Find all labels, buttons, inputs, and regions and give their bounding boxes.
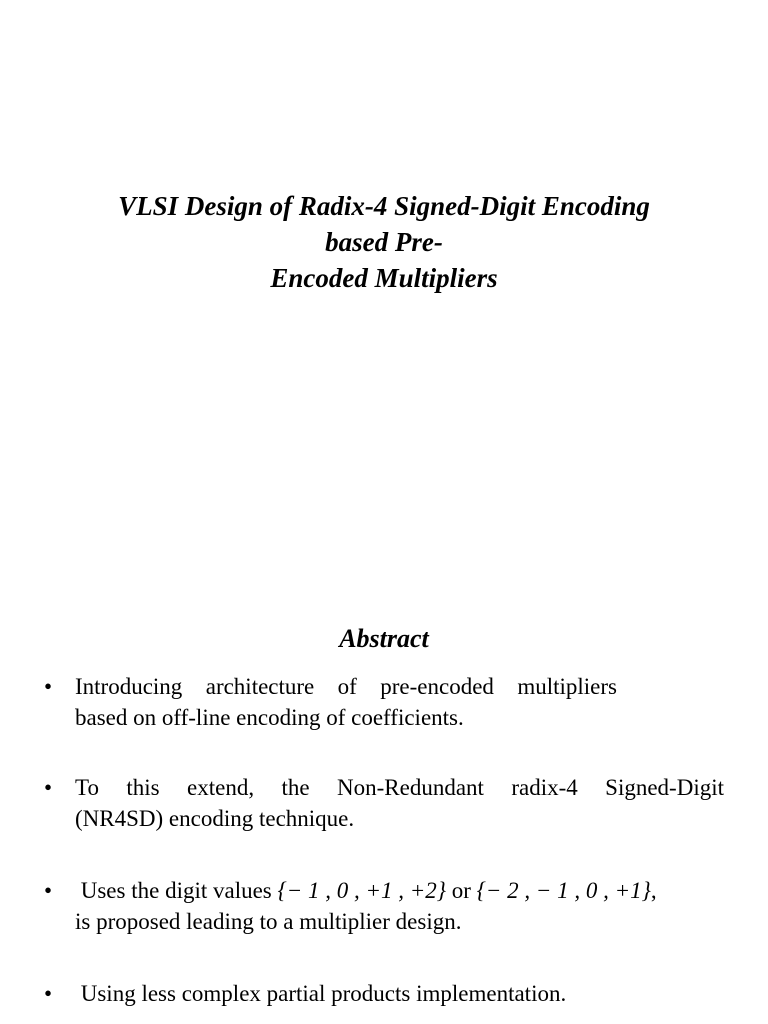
list-item — [44, 978, 724, 1009]
digit-set-1: {− 1 , 0 , +1 , +2} — [277, 878, 446, 903]
abstract-heading: Abstract — [339, 624, 429, 653]
bullet-icon: • — [44, 981, 53, 1006]
title-line-2: based Pre- — [325, 227, 443, 257]
bullet-2-line-1: To this extend, the Non-Redundant radix-4 Signed-Digit — [75, 775, 724, 800]
bullet-3-prefix: Uses the digit values — [75, 878, 278, 903]
bullet-icon: • — [44, 775, 53, 800]
bullet-3-mid: or — [445, 878, 477, 903]
bullet-1-line-1: Introducing architecture of pre-encoded multipliers — [75, 674, 617, 699]
document-title — [0, 188, 768, 296]
list-item — [44, 875, 724, 937]
list-item — [44, 772, 724, 834]
bullet-2-line-2: (NR4SD) encoding technique. — [75, 806, 355, 831]
title-line-3: Encoded Multipliers — [270, 263, 498, 293]
bullet-3-line-1 — [75, 875, 724, 906]
list-item — [44, 671, 724, 733]
bullet-icon: • — [44, 878, 53, 903]
bullet-3-suffix: , — [650, 878, 657, 903]
bullet-3-line-2: is proposed leading to a multiplier design. — [75, 909, 462, 934]
digit-set-2: {− 2 , − 1 , 0 , +1} — [476, 878, 651, 903]
bullet-icon: • — [44, 674, 53, 699]
title-line-1: VLSI Design of Radix-4 Signed-Digit Encoding — [118, 191, 650, 221]
bullet-1-line-2: based on off-line encoding of coefficients. — [75, 705, 464, 730]
bullet-4-line-1: Using less complex partial products implementation. — [75, 981, 567, 1006]
